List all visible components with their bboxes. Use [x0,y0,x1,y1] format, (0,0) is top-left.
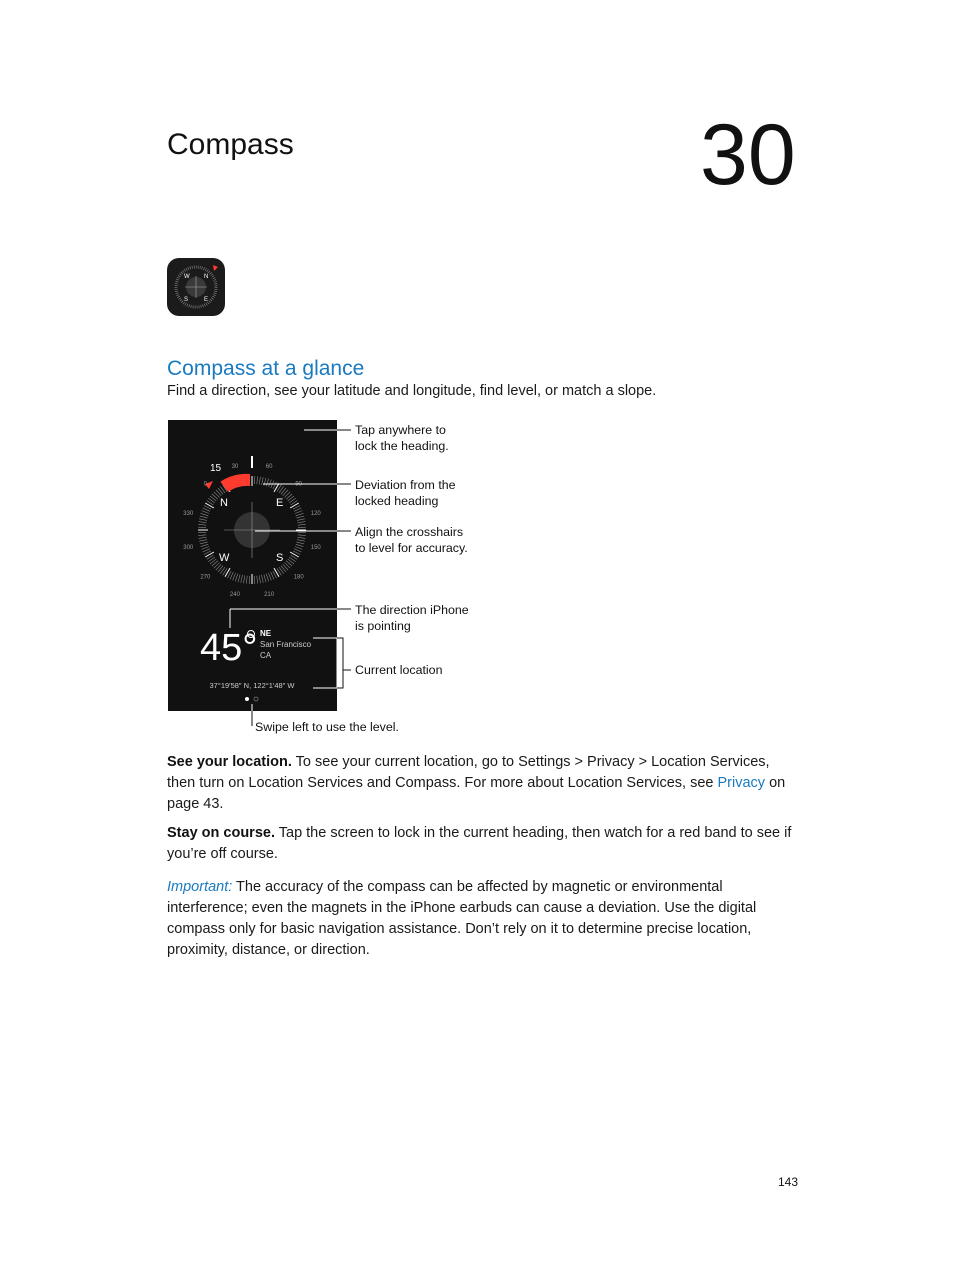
degree-label: 150 [310,545,321,552]
cardinal-n: N [220,497,228,509]
callout-direction: The direction iPhone is pointing [355,603,469,633]
degree-label: 270 [200,574,211,581]
degree-label: 210 [264,591,275,598]
paragraph-course [167,823,797,865]
section-title: Compass at a glance [167,357,365,380]
cardinal-e: E [276,497,284,509]
location-body: To see your current location, go to Settings > Privacy > Location Services, then turn on Location Services and Compass. For more about Location Services, see [167,754,770,791]
section-intro: Find a direction, see your latitude and longitude, find level, or match a slope. [167,383,657,399]
callout-crosshairs: Align the crosshairs to level for accuracy. [355,525,468,555]
heading-number: 15 [210,463,222,474]
icon-letter-s: S [184,297,189,303]
degree-label: 90 [295,481,303,488]
degree-label: 30 [231,464,239,471]
location-region: CA [260,651,272,660]
location-lead: See your location. [167,754,292,770]
important-body: The accuracy of the compass can be affected by magnetic or environmental interference; even the magnets in the iPhone earbuds can cause a deviation. Use the digital compass only for basic navigation assistance. Don’t rely on it to determine precise location, proximity, distance, or direction. [167,879,757,958]
degree-label: 0 [203,481,208,488]
page-number: 143 [778,1175,799,1189]
degree-label: 240 [229,591,240,598]
paragraph-important [167,877,797,961]
coordinates: 37°19′58″ N, 122°1′48″ W [209,681,295,690]
heading-degrees: 45° [200,627,258,669]
callout-tap: Tap anywhere to lock the heading. [355,423,449,453]
heading-direction: NE [260,629,272,638]
degree-label: 330 [183,510,194,517]
degree-label: 180 [293,574,304,581]
degree-label: 300 [183,545,194,552]
compass-figure [167,420,467,750]
privacy-link[interactable]: Privacy [717,775,766,791]
important-label: Important: [167,879,233,895]
degree-label: 120 [310,510,321,517]
cardinal-w: W [219,552,230,564]
page-dot-active[interactable] [245,697,249,701]
cardinal-s: S [276,552,284,564]
icon-letter-e: E [204,297,209,303]
chapter-number: 30 [700,107,796,203]
location-city: San Francisco [260,640,312,649]
icon-letter-w: W [184,274,190,280]
course-body: Tap the screen to lock in the current heading, then watch for a red band to see if you’re off course. [167,825,792,862]
degree-label: 60 [265,464,273,471]
callout-swipe: Swipe left to use the level. [255,720,399,734]
paragraph-location [167,752,797,815]
callout-deviation: Deviation from the locked heading [355,478,456,508]
callout-location: Current location [355,663,443,677]
icon-letter-n: N [204,274,209,280]
course-lead: Stay on course. [167,825,275,841]
chapter-title: Compass [167,128,294,161]
compass-app-icon [167,258,225,316]
location-tail: on page 43. [167,775,786,812]
